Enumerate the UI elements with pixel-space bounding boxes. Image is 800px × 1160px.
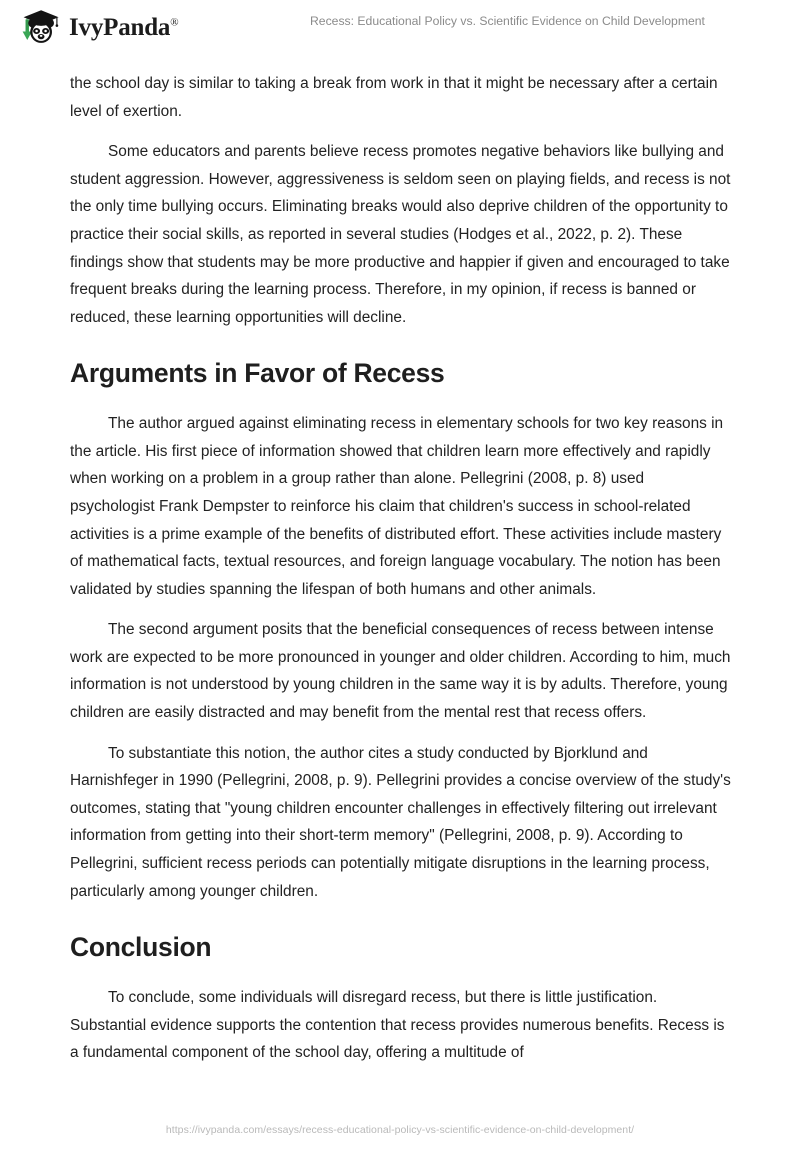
page-footer [0, 1120, 800, 1138]
page-title: Recess: Educational Policy vs. Scientific Evidence on Child Development [310, 14, 705, 28]
source-url-link[interactable]: https://ivypanda.com/essays/recess-educational-policy-vs-scientific-evidence-on-child-development/ [165, 1124, 635, 1136]
page-header [0, 0, 800, 52]
section-heading-arguments-wrap [70, 331, 731, 410]
brand-name [69, 15, 178, 40]
paragraph-negative-behaviors: Some educators and parents believe recess promotes negative behaviors like bullying and student aggression. However, aggressiveness is seldom seen on playing fields, and recess is not the only time bullying occurs. Eliminating breaks would also deprive children of the opportunity to practice their social skills, as reported in several studies (Hodges et al., 2022, p. 2). These findings show that students may be more productive and happier if given and encouraged to take frequent breaks during the learning process. Therefore, in my opinion, if recess is banned or reduced, these learning opportunities will decline. [70, 143, 731, 326]
paragraph-second-argument: The second argument posits that the beneficial consequences of recess between intense work are expected to be more pronounced in younger and older children. According to him, much information is not understood by young children in the same way it is by adults. Therefore, young children are easily distracted and may benefit from the mental rest that recess offers. [70, 621, 731, 722]
section-heading-conclusion-wrap [70, 905, 731, 984]
section-heading-conclusion: Conclusion [70, 932, 212, 963]
panda-graduation-cap-logo-icon [18, 7, 62, 47]
brand-logo-link[interactable] [18, 7, 178, 47]
paragraph-conclusion: To conclude, some individuals will disregard recess, but there is little justification. Substantial evidence supports the contention that recess provides numerous benefits. Recess is a fundamental component of the school day, offering a multitude of [70, 989, 725, 1062]
section-heading-arguments-in-favor: Arguments in Favor of Recess [70, 358, 445, 389]
registered-trademark-symbol: ® [170, 16, 179, 29]
paragraph-continued: the school day is similar to taking a break from work in that it might be necessary after a certain level of exertion. [70, 75, 718, 120]
paragraph-author-argued: The author argued against eliminating recess in elementary schools for two key reasons in the article. His first piece of information showed that children learn more effectively and rapidly when working on a problem in a group rather than alone. Pellegrini (2008, p. 8) used psychologist Frank Dempster to reinforce his claim that children's success in school-related activities is a prime example of the benefits of distributed effort. These activities include mastery of mathematical facts, textual resources, and foreign language vocabulary. The notion has been validated by studies spanning the lifespan of both humans and other animals. [70, 415, 724, 598]
brand-name-text: IvyPanda [69, 13, 171, 41]
essay-body [70, 70, 731, 1067]
paragraph-substantiate-notion: To substantiate this notion, the author cites a study conducted by Bjorklund and Harnishfeger in 1990 (Pellegrini, 2008, p. 9). Pellegrini provides a concise overview of the study's outcomes, stating that "young children encounter challenges in effectively filtering out irrelevant information from getting into their short-term memory" (Pellegrini, 2008, p. 9). According to Pellegrini, sufficient recess periods can potentially mitigate disruptions in the learning process, particularly among younger children. [70, 744, 731, 900]
